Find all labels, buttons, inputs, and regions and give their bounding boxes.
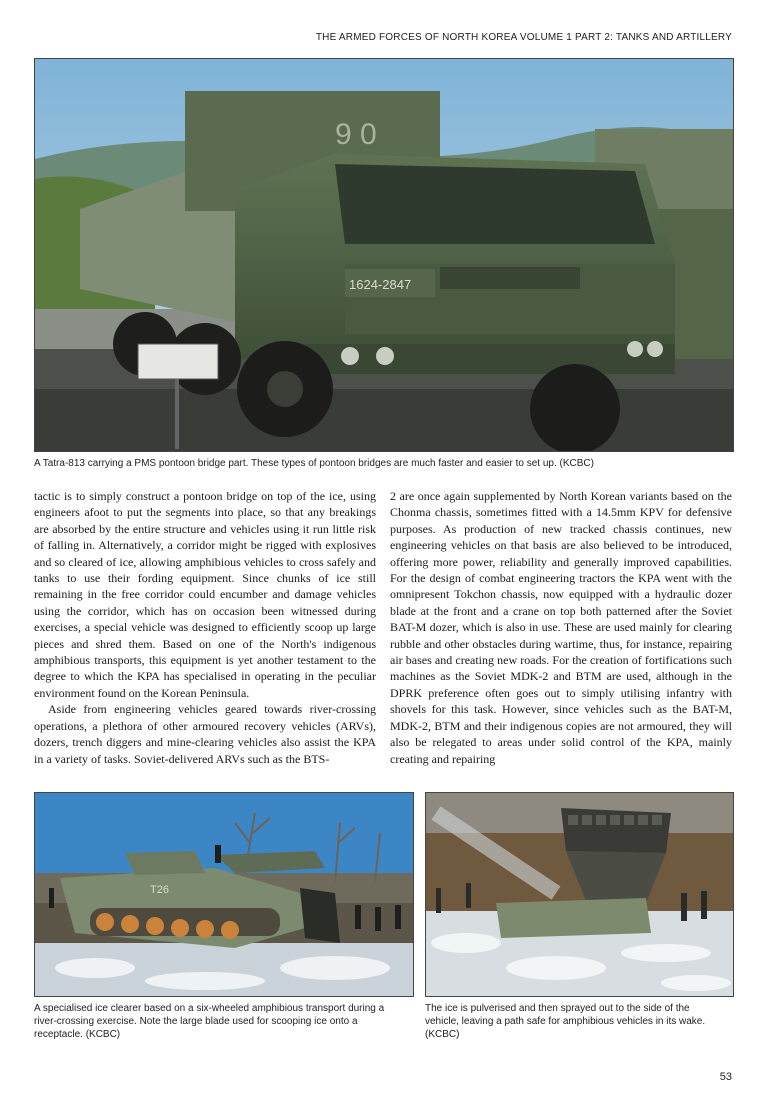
page-number: 53 [719,1071,732,1083]
plate-number: 1624-2847 [349,277,412,292]
tatra-truck-photo [34,58,734,452]
body-right-column [390,488,732,767]
bottom-left-caption: A specialised ice clearer based on a six-wheeled amphibious transport during a river-crossing exercise. Note the large blade used for scooping ice onto a receptacle. (KCBC) [34,1003,385,1040]
running-head: THE ARMED FORCES OF NORTH KOREA VOLUME 1 PART 2: TANKS AND ARTILLERY [315,32,732,43]
body-paragraph: Aside from engineering vehicles geared towards river-crossing operations, a plethora of other armoured recovery vehicles (ARVs), dozers, trench diggers and mine-clearing vehicles also assist the KPA in a variety of tasks. Soviet-delivered ARVs such as the BTS- [34,702,376,766]
body-paragraph: tactic is to simply construct a pontoon bridge on top of the ice, using engineers afoot to put the segments into place, so that any breakings are absorbed by the entire structure and vehicles using it run little risk of falling in. Alternatively, a corridor might be rigged with explosives and so cleared of ice, allowing amphibious vehicles to cross safely and tanks to use their fording equipment. Since chunks of ice still remaining in the free corridor could encumber and damage vehicles using the corridor, which has on occasion been witnessed during exercises, a special vehicle was designed to efficiently scoop up large pieces and shred them. Based on one of the North's indigenous amphibious transports, this equipment is yet another testament to the degree to which the KPA has specialised in operating in the peculiar environment found on the Korean Peninsula. [34,489,376,700]
body-paragraph: 2 are once again supplemented by North Korean variants based on the Chonma chassis, sometimes fitted with a 14.5mm KPV for defensive purposes. As production of new tracked chassis continues, new engineering vehicles on that basis are also believed to be introduced, offering more power, reliability and generally improved capabilities. For the design of combat engineering tractors the KPA went with the omnipresent Tokchon chassis, now equipped with a hydraulic dozer blade at the front and a crane on top both patterned after the Soviet BAT-M dozer, which is also in use. These are used mainly for clearing rubble and other obstacles during wartime, thus, for instance, repairing air bases and creating new roads. For the creation of fortifications such machines as the Soviet MDK-2 and BTM are used, although in the DPRK preference often goes out to simply utilising infantry with shovels for this task. However, since vehicles such as the BAT-M, MDK-2, BTM and their indigenous copies are not armoured, they will also be relegated to areas under solid control of the KPA, mainly creating and repairing [390,489,732,766]
svg-text:9 0: 9 0 [335,118,377,151]
hull-number: T26 [150,884,169,896]
top-photo-caption: A Tatra-813 carrying a PMS pontoon bridge part. These types of pontoon bridges are much faster and easier to set up. (KCBC) [34,458,594,469]
ice-clearer-photo [34,792,414,997]
ice-pulverising-photo [425,792,734,997]
bottom-right-caption: The ice is pulverised and then sprayed out to the side of the vehicle, leaving a path safe for amphibious vehicles in its wake. (KCBC) [425,1003,706,1040]
body-left-column [34,488,376,767]
